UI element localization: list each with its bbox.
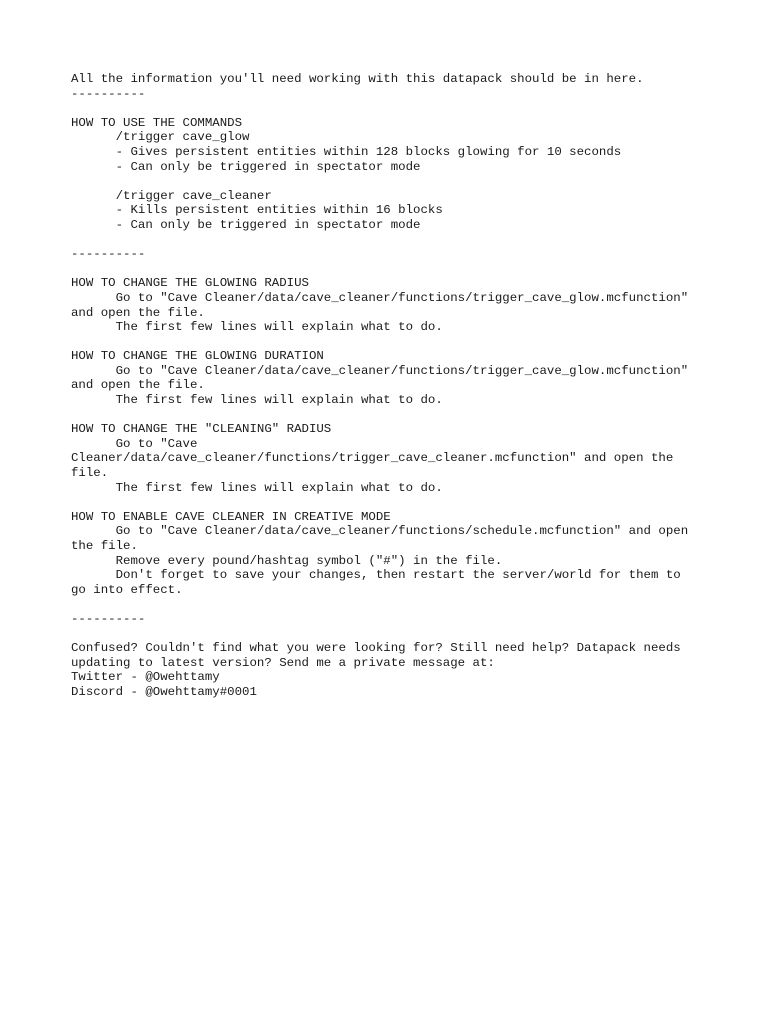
command-cave-glow: /trigger cave_glow [71,130,250,145]
help-section [71,641,711,699]
help-text: Confused? Couldn't find what you were looking for? Still need help? Datapack needs [71,641,681,656]
instruction-line: Go to "Cave [71,436,198,451]
glow-radius-section [71,276,711,334]
discord-contact: Discord - @Owehttamy#0001 [71,684,257,699]
section-heading: HOW TO USE THE COMMANDS [71,115,243,130]
instruction-line: and open the file. [71,378,205,393]
command-cave-cleaner: /trigger cave_cleaner [71,188,272,203]
instruction-line: Go to "Cave Cleaner/data/cave_cleaner/functions/trigger_cave_glow.mcfunction" [71,363,689,378]
command-description: - Gives persistent entities within 128 blocks glowing for 10 seconds [71,144,622,159]
command-description: - Kills persistent entities within 16 blocks [71,203,443,218]
instruction-line: Remove every pound/hashtag symbol ("#") in the file. [71,553,503,568]
instruction-line: The first few lines will explain what to do. [71,320,443,335]
spacer [71,495,711,510]
command-description: - Can only be triggered in spectator mode [71,159,421,174]
spacer [71,262,711,277]
spacer [71,408,711,423]
instruction-line: the file. [71,539,138,553]
section-heading: HOW TO CHANGE THE "CLEANING" RADIUS [71,422,332,437]
section-heading: HOW TO ENABLE CAVE CLEANER IN CREATIVE MODE [71,509,391,524]
spacer [71,101,711,116]
section-heading: HOW TO CHANGE THE GLOWING DURATION [71,349,324,364]
spacer [71,335,711,350]
instruction-line: and open the file. [71,305,205,320]
spacer [71,174,711,189]
spacer [71,233,711,248]
spacer [71,597,711,612]
help-text: updating to latest version? Send me a private message at: [71,655,495,670]
cleaning-radius-section [71,422,711,495]
divider: ---------- [71,611,146,626]
command-description: - Can only be triggered in spectator mode [71,217,421,232]
twitter-contact: Twitter - @Owehttamy [71,670,220,685]
divider: ---------- [71,247,146,262]
section-heading: HOW TO CHANGE THE GLOWING RADIUS [71,276,309,291]
spacer [71,627,711,642]
commands-section [71,116,711,233]
instruction-line: The first few lines will explain what to do. [71,480,443,495]
instruction-line: The first few lines will explain what to do. [71,393,443,408]
instruction-line: go into effect. [71,582,183,597]
document-page [71,72,711,700]
instruction-line: Go to "Cave Cleaner/data/cave_cleaner/functions/schedule.mcfunction" and open [71,524,689,539]
instruction-line: Don't forget to save your changes, then restart the server/world for them to [71,568,681,583]
divider: ---------- [71,86,146,101]
instruction-line: file. [71,466,109,481]
instruction-line: Cleaner/data/cave_cleaner/functions/trigger_cave_cleaner.mcfunction" and open the [71,451,674,466]
glow-duration-section [71,349,711,407]
creative-mode-section [71,510,711,598]
intro-text: All the information you'll need working with this datapack should be in here. [71,72,644,86]
instruction-line: Go to "Cave Cleaner/data/cave_cleaner/functions/trigger_cave_glow.mcfunction" [71,290,689,305]
